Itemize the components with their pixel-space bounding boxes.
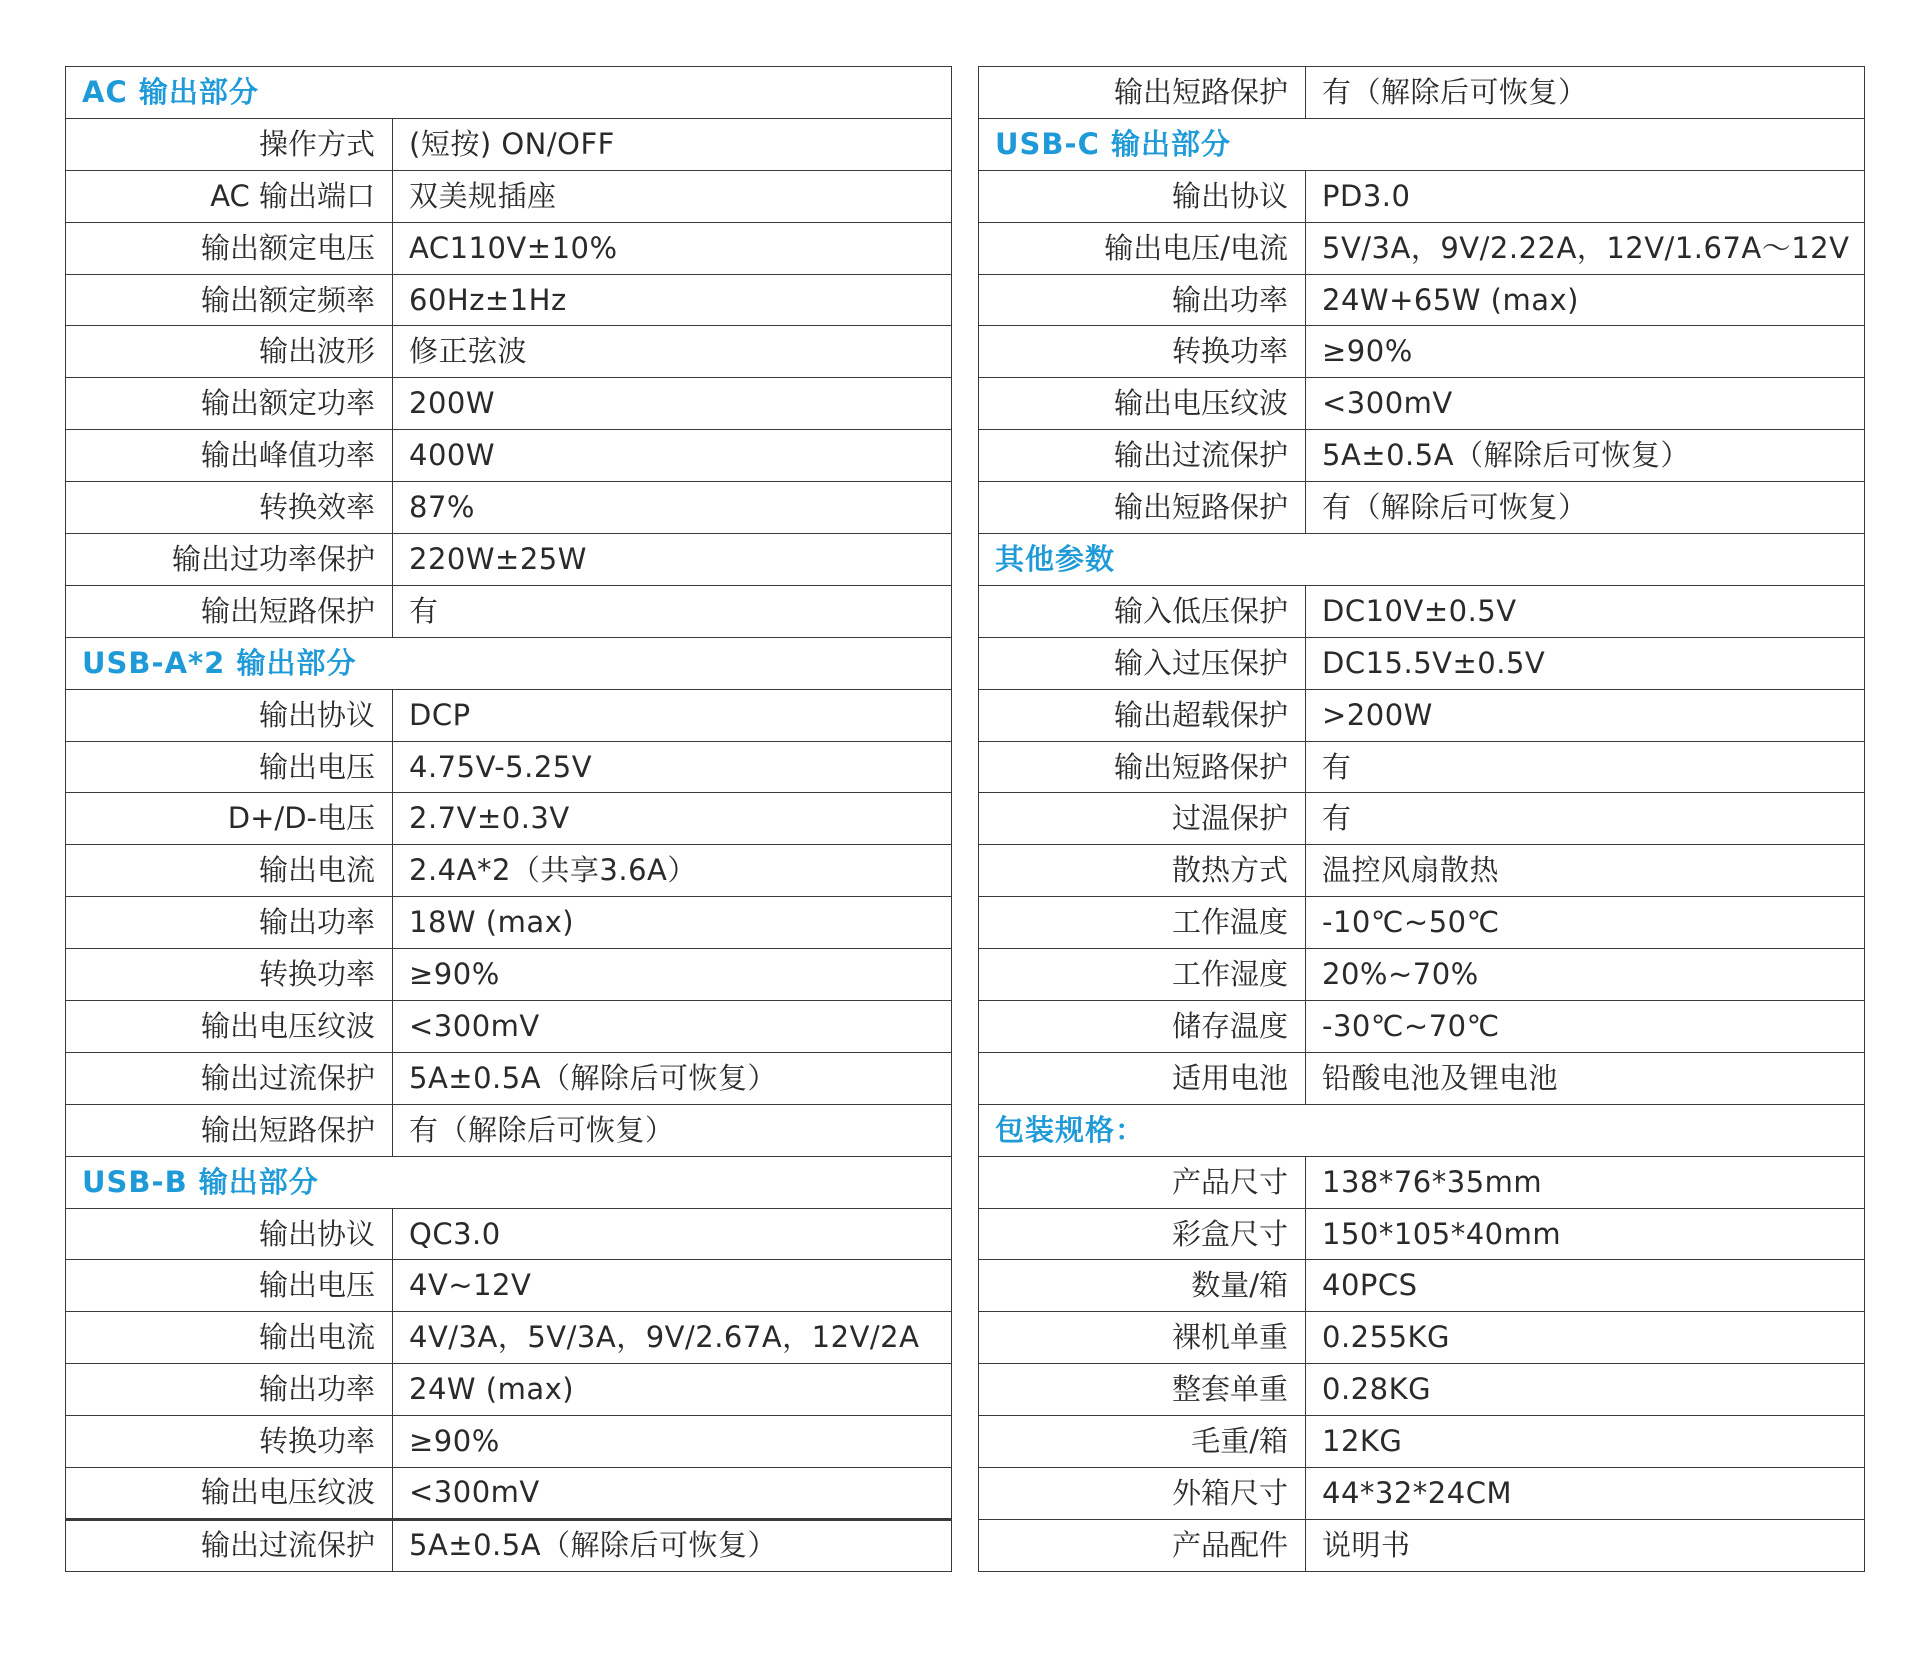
- spec-label: 输出额定功率: [66, 378, 393, 430]
- spec-row: [66, 1052, 952, 1104]
- spec-row: [979, 326, 1865, 378]
- spec-table-right-body: [979, 67, 1865, 1572]
- spec-value: 200W: [393, 378, 952, 430]
- spec-label: 转换功率: [66, 949, 393, 1001]
- spec-label: 输出协议: [66, 1208, 393, 1260]
- spec-label: 输出过功率保护: [66, 534, 393, 586]
- spec-label: 输出功率: [66, 1364, 393, 1416]
- spec-label: 转换功率: [979, 326, 1306, 378]
- spec-value: PD3.0: [1306, 170, 1865, 222]
- spec-label: 操作方式: [66, 118, 393, 170]
- section-header-row: [66, 1156, 952, 1208]
- spec-value: 20%~70%: [1306, 949, 1865, 1001]
- spec-row: [66, 118, 952, 170]
- section-header-row: [979, 1104, 1865, 1156]
- spec-label: 输出过流保护: [979, 430, 1306, 482]
- spec-row: [66, 1104, 952, 1156]
- spec-label: 产品尺寸: [979, 1156, 1306, 1208]
- section-header-row: [66, 67, 952, 119]
- spec-row: [979, 897, 1865, 949]
- spec-label: 输出额定电压: [66, 222, 393, 274]
- spec-row: [979, 793, 1865, 845]
- spec-label: 输出超载保护: [979, 689, 1306, 741]
- section-header-row: [66, 637, 952, 689]
- spec-label: 转换效率: [66, 482, 393, 534]
- section-header-row: [979, 534, 1865, 586]
- spec-value: 铅酸电池及锂电池: [1306, 1052, 1865, 1104]
- spec-row: [979, 1468, 1865, 1520]
- spec-label: 输出电压: [66, 1260, 393, 1312]
- section-title: AC 输出部分: [66, 67, 952, 119]
- spec-label: 输出短路保护: [979, 482, 1306, 534]
- spec-row: [66, 897, 952, 949]
- spec-value: 有: [393, 585, 952, 637]
- spec-label: 数量/箱: [979, 1260, 1306, 1312]
- spec-value: 44*32*24CM: [1306, 1468, 1865, 1520]
- spec-label: 彩盒尺寸: [979, 1208, 1306, 1260]
- spec-label: 输出短路保护: [979, 741, 1306, 793]
- spec-value: 修正弦波: [393, 326, 952, 378]
- spec-value: 24W+65W (max): [1306, 274, 1865, 326]
- spec-value: -10℃~50℃: [1306, 897, 1865, 949]
- spec-value: 有（解除后可恢复）: [1306, 482, 1865, 534]
- spec-row: [66, 1001, 952, 1053]
- spec-row: [66, 585, 952, 637]
- spec-row: [979, 689, 1865, 741]
- spec-label: 工作温度: [979, 897, 1306, 949]
- spec-value: QC3.0: [393, 1208, 952, 1260]
- spec-row: [979, 585, 1865, 637]
- spec-value: 5V/3A，9V/2.22A，12V/1.67A～12V: [1306, 222, 1865, 274]
- spec-row: [66, 430, 952, 482]
- spec-label: 外箱尺寸: [979, 1468, 1306, 1520]
- spec-value: 0.28KG: [1306, 1364, 1865, 1416]
- spec-label: 输出协议: [979, 170, 1306, 222]
- spec-row: [66, 170, 952, 222]
- spec-row: [979, 170, 1865, 222]
- spec-label: 输出功率: [66, 897, 393, 949]
- spec-table-right: [978, 66, 1865, 1572]
- spec-row: [66, 1468, 952, 1520]
- spec-value: ≥90%: [393, 1416, 952, 1468]
- spec-row: [66, 949, 952, 1001]
- spec-row: [66, 1208, 952, 1260]
- spec-label: 转换功率: [66, 1416, 393, 1468]
- spec-label: D+/D-电压: [66, 793, 393, 845]
- spec-value: >200W: [1306, 689, 1865, 741]
- spec-value: 4.75V-5.25V: [393, 741, 952, 793]
- spec-label: 输出电流: [66, 1312, 393, 1364]
- spec-table-left-body: [66, 67, 952, 1572]
- spec-value: 说明书: [1306, 1519, 1865, 1571]
- spec-row: [66, 222, 952, 274]
- spec-label: 输出短路保护: [979, 67, 1306, 119]
- spec-label: 输出短路保护: [66, 1104, 393, 1156]
- spec-label: 输出协议: [66, 689, 393, 741]
- spec-label: 输出过流保护: [66, 1052, 393, 1104]
- spec-label: 输出电压: [66, 741, 393, 793]
- spec-label: 输出短路保护: [66, 585, 393, 637]
- section-title: USB-A*2 输出部分: [66, 637, 952, 689]
- spec-value: 双美规插座: [393, 170, 952, 222]
- spec-value: <300mV: [1306, 378, 1865, 430]
- spec-value: 5A±0.5A（解除后可恢复）: [393, 1052, 952, 1104]
- spec-row: [66, 1519, 952, 1571]
- spec-value: 温控风扇散热: [1306, 845, 1865, 897]
- spec-value: (短按) ON/OFF: [393, 118, 952, 170]
- spec-label: 输出电压/电流: [979, 222, 1306, 274]
- spec-value: AC110V±10%: [393, 222, 952, 274]
- spec-value: DC15.5V±0.5V: [1306, 637, 1865, 689]
- spec-row: [66, 482, 952, 534]
- section-title: USB-C 输出部分: [979, 118, 1865, 170]
- spec-row: [979, 482, 1865, 534]
- spec-value: 150*105*40mm: [1306, 1208, 1865, 1260]
- spec-value: DC10V±0.5V: [1306, 585, 1865, 637]
- spec-row: [979, 67, 1865, 119]
- spec-label: 适用电池: [979, 1052, 1306, 1104]
- spec-row: [66, 1312, 952, 1364]
- spec-row: [979, 741, 1865, 793]
- spec-label: 工作湿度: [979, 949, 1306, 1001]
- spec-row: [66, 845, 952, 897]
- spec-label: 输出电压纹波: [979, 378, 1306, 430]
- spec-row: [979, 378, 1865, 430]
- spec-row: [979, 430, 1865, 482]
- spec-label: 输入低压保护: [979, 585, 1306, 637]
- spec-label: 过温保护: [979, 793, 1306, 845]
- spec-label: 输出功率: [979, 274, 1306, 326]
- spec-label: 输出峰值功率: [66, 430, 393, 482]
- spec-value: 0.255KG: [1306, 1312, 1865, 1364]
- spec-row: [979, 1156, 1865, 1208]
- spec-value: -30℃~70℃: [1306, 1001, 1865, 1053]
- spec-value: <300mV: [393, 1468, 952, 1520]
- spec-label: 产品配件: [979, 1519, 1306, 1571]
- spec-row: [66, 689, 952, 741]
- spec-row: [979, 637, 1865, 689]
- spec-label: 毛重/箱: [979, 1416, 1306, 1468]
- spec-label: 输出波形: [66, 326, 393, 378]
- spec-label: 整套单重: [979, 1364, 1306, 1416]
- spec-value: 24W (max): [393, 1364, 952, 1416]
- section-title: 包装规格：: [979, 1104, 1865, 1156]
- spec-value: 2.4A*2（共享3.6A）: [393, 845, 952, 897]
- spec-row: [979, 1312, 1865, 1364]
- spec-value: 有: [1306, 793, 1865, 845]
- spec-row: [66, 534, 952, 586]
- spec-value: 有: [1306, 741, 1865, 793]
- spec-label: 输入过压保护: [979, 637, 1306, 689]
- spec-label: 储存温度: [979, 1001, 1306, 1053]
- spec-label: 散热方式: [979, 845, 1306, 897]
- spec-row: [66, 1260, 952, 1312]
- spec-value: 87%: [393, 482, 952, 534]
- spec-value: 220W±25W: [393, 534, 952, 586]
- section-header-row: [979, 118, 1865, 170]
- section-title: 其他参数: [979, 534, 1865, 586]
- spec-row: [66, 378, 952, 430]
- spec-value: 138*76*35mm: [1306, 1156, 1865, 1208]
- spec-row: [979, 1001, 1865, 1053]
- spec-label: 输出额定频率: [66, 274, 393, 326]
- spec-value: ≥90%: [393, 949, 952, 1001]
- spec-label: 裸机单重: [979, 1312, 1306, 1364]
- spec-value: 4V/3A，5V/3A，9V/2.67A，12V/2A: [393, 1312, 952, 1364]
- spec-row: [66, 793, 952, 845]
- spec-label: 输出电压纹波: [66, 1468, 393, 1520]
- spec-row: [979, 1208, 1865, 1260]
- spec-row: [979, 1519, 1865, 1571]
- spec-value: 18W (max): [393, 897, 952, 949]
- spec-label: 输出过流保护: [66, 1519, 393, 1571]
- spec-value: 4V~12V: [393, 1260, 952, 1312]
- spec-value: <300mV: [393, 1001, 952, 1053]
- spec-row: [979, 1416, 1865, 1468]
- spec-value: 400W: [393, 430, 952, 482]
- spec-value: DCP: [393, 689, 952, 741]
- spec-row: [66, 1416, 952, 1468]
- spec-row: [66, 326, 952, 378]
- spec-value: ≥90%: [1306, 326, 1865, 378]
- spec-value: 有（解除后可恢复）: [393, 1104, 952, 1156]
- spec-row: [979, 1260, 1865, 1312]
- spec-row: [979, 949, 1865, 1001]
- spec-label: 输出电压纹波: [66, 1001, 393, 1053]
- spec-row: [979, 845, 1865, 897]
- spec-value: 2.7V±0.3V: [393, 793, 952, 845]
- spec-row: [979, 222, 1865, 274]
- spec-value: 60Hz±1Hz: [393, 274, 952, 326]
- spec-value: 12KG: [1306, 1416, 1865, 1468]
- spec-table-left: [65, 66, 952, 1572]
- spec-value: 有（解除后可恢复）: [1306, 67, 1865, 119]
- section-title: USB-B 输出部分: [66, 1156, 952, 1208]
- spec-row: [66, 1364, 952, 1416]
- spec-row: [979, 1364, 1865, 1416]
- spec-row: [979, 274, 1865, 326]
- spec-value: 5A±0.5A（解除后可恢复）: [393, 1519, 952, 1571]
- spec-value: 40PCS: [1306, 1260, 1865, 1312]
- spec-label: AC 输出端口: [66, 170, 393, 222]
- spec-row: [66, 274, 952, 326]
- spec-value: 5A±0.5A（解除后可恢复）: [1306, 430, 1865, 482]
- spec-row: [979, 1052, 1865, 1104]
- spec-row: [66, 741, 952, 793]
- spec-label: 输出电流: [66, 845, 393, 897]
